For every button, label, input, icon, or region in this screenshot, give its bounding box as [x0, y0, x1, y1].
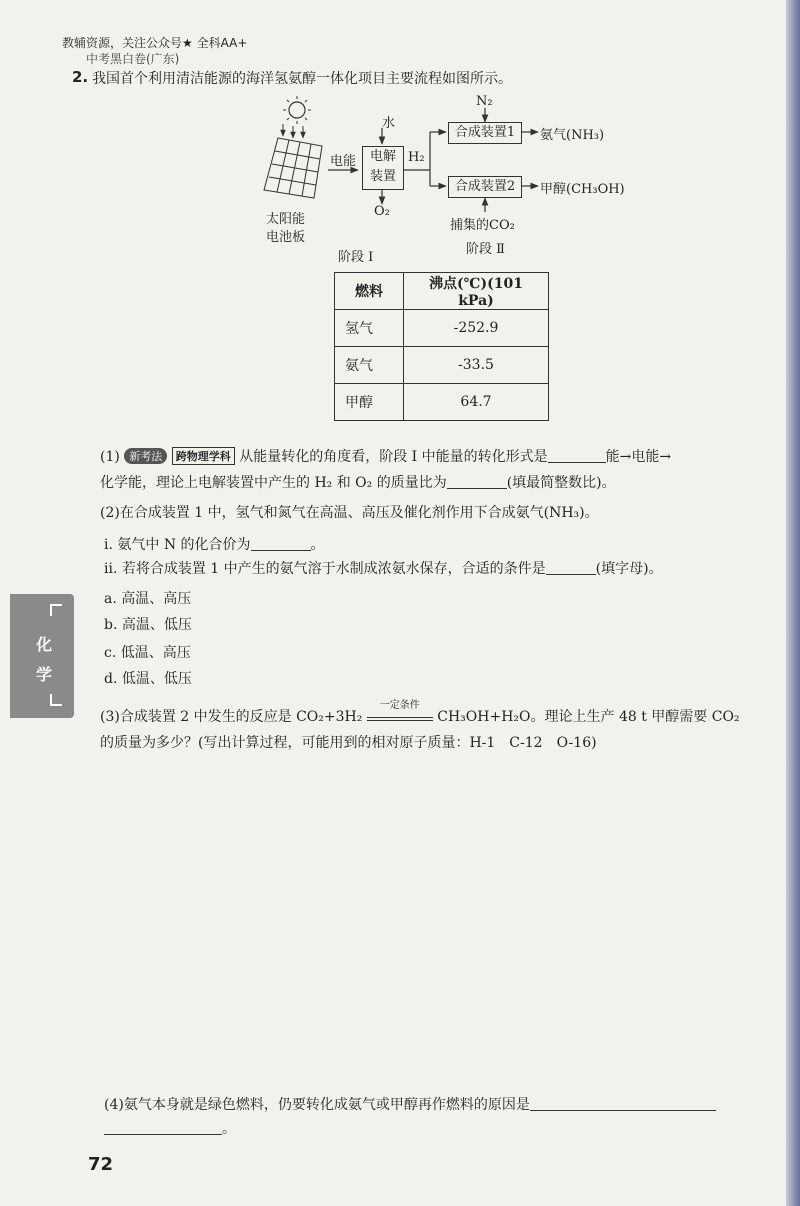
label-co2: 捕集的CO₂ — [450, 218, 515, 233]
answer-blank-valence[interactable] — [251, 536, 311, 551]
sub2-ii: ⅱ. 若将合成装置 1 中产生的氨气溶于水制成浓氨水保存，合适的条件是 (填字母)。 — [104, 561, 663, 577]
watermark-text: 教辅资源，关注公众号★ 全科AA+ — [62, 36, 248, 50]
reaction-condition: 一定条件 — [367, 709, 433, 721]
label-methanol: 甲醇(CH₃OH) — [540, 182, 625, 197]
answer-blank-energy[interactable] — [548, 448, 606, 463]
boiling-point-table — [334, 272, 549, 421]
synth-box-2: 合成装置2 — [448, 176, 522, 198]
answer-blank-condition[interactable] — [546, 560, 596, 575]
label-water: 水 — [382, 116, 396, 131]
sub1-line-2: 化学能，理论上电解装置中产生的 H₂ 和 O₂ 的质量比为 (填最简整数比)。 — [100, 475, 616, 491]
label-h2: H₂ — [408, 150, 425, 165]
sub3-line-2: 的质量为多少？(写出计算过程，可能用到的相对原子质量：H-1 C-12 O-16) — [100, 735, 597, 751]
flow-diagram — [0, 0, 786, 280]
label-electric-energy: 电能 — [330, 154, 357, 169]
sub1-line-1: (1) 新考法 跨物理学科 从能量转化的角度看，阶段 Ⅰ 中能量的转化形式是 能→电能→ — [100, 449, 672, 465]
page-number: 72 — [88, 1154, 114, 1175]
sub2-stem: (2)在合成装置 1 中，氢气和氮气在高温、高压及催化剂作用下合成氨气(NH₃)。 — [100, 505, 599, 521]
sun-icon — [283, 96, 311, 138]
tag-new-method: 新考法 — [124, 448, 167, 464]
sub4-line-1: (4)氨气本身就是绿色燃料，仍要转化成氨气或甲醇再作燃料的原因是 — [104, 1094, 716, 1114]
table-row: 氢气 -252.9 — [335, 310, 549, 347]
answer-blank-reason-cont[interactable] — [104, 1120, 222, 1135]
option-a: a. 高温、高压 — [104, 591, 192, 607]
label-solar-1: 太阳能 — [266, 212, 306, 227]
option-b: b. 高温、低压 — [104, 617, 192, 633]
option-d: d. 低温、低压 — [104, 671, 192, 687]
sub2-i: ⅰ. 氨气中 N 的化合价为 。 — [104, 537, 325, 553]
table-row: 氨气 -33.5 — [335, 347, 549, 384]
question-number: 2. — [72, 68, 89, 86]
table-header-row — [335, 273, 549, 310]
tag-cross-physics: 跨物理学科 — [172, 447, 235, 465]
table-header-fuel: 燃料 — [335, 273, 404, 310]
subject-side-tab: 化 学 — [10, 594, 74, 718]
solar-panel-icon — [264, 138, 322, 198]
sub4-line-2: 。 — [104, 1118, 236, 1138]
label-ammonia: 氨气(NH₃) — [540, 128, 605, 143]
label-stage-1: 阶段 Ⅰ — [338, 250, 374, 265]
label-o2: O₂ — [374, 204, 390, 219]
answer-blank-reason[interactable] — [530, 1096, 716, 1111]
answer-blank-mass-ratio[interactable] — [447, 474, 507, 489]
label-stage-2: 阶段 Ⅱ — [466, 242, 505, 257]
question-stem: 我国首个利用清洁能源的海洋氢氨醇一体化项目主要流程如图所示。 — [92, 71, 512, 87]
table-header-bp: 沸点(℃)(101 kPa) — [404, 273, 549, 310]
label-solar-2: 电池板 — [266, 230, 306, 245]
synth-box-1: 合成装置1 — [448, 122, 522, 144]
book-edge — [786, 0, 800, 1206]
label-n2: N₂ — [476, 94, 493, 109]
book-title: 中考黑白卷(广东) — [86, 52, 180, 66]
option-c: c. 低温、高压 — [104, 645, 191, 661]
table-row: 甲醇 64.7 — [335, 384, 549, 421]
sub3-line-1: (3)合成装置 2 中发生的反应是 CO₂+3H₂ 一定条件 CH₃OH+H₂O。理论上生产 48 t 甲醇需要 CO₂ — [100, 700, 740, 725]
electrolysis-box: 电解 装置 — [362, 146, 404, 190]
